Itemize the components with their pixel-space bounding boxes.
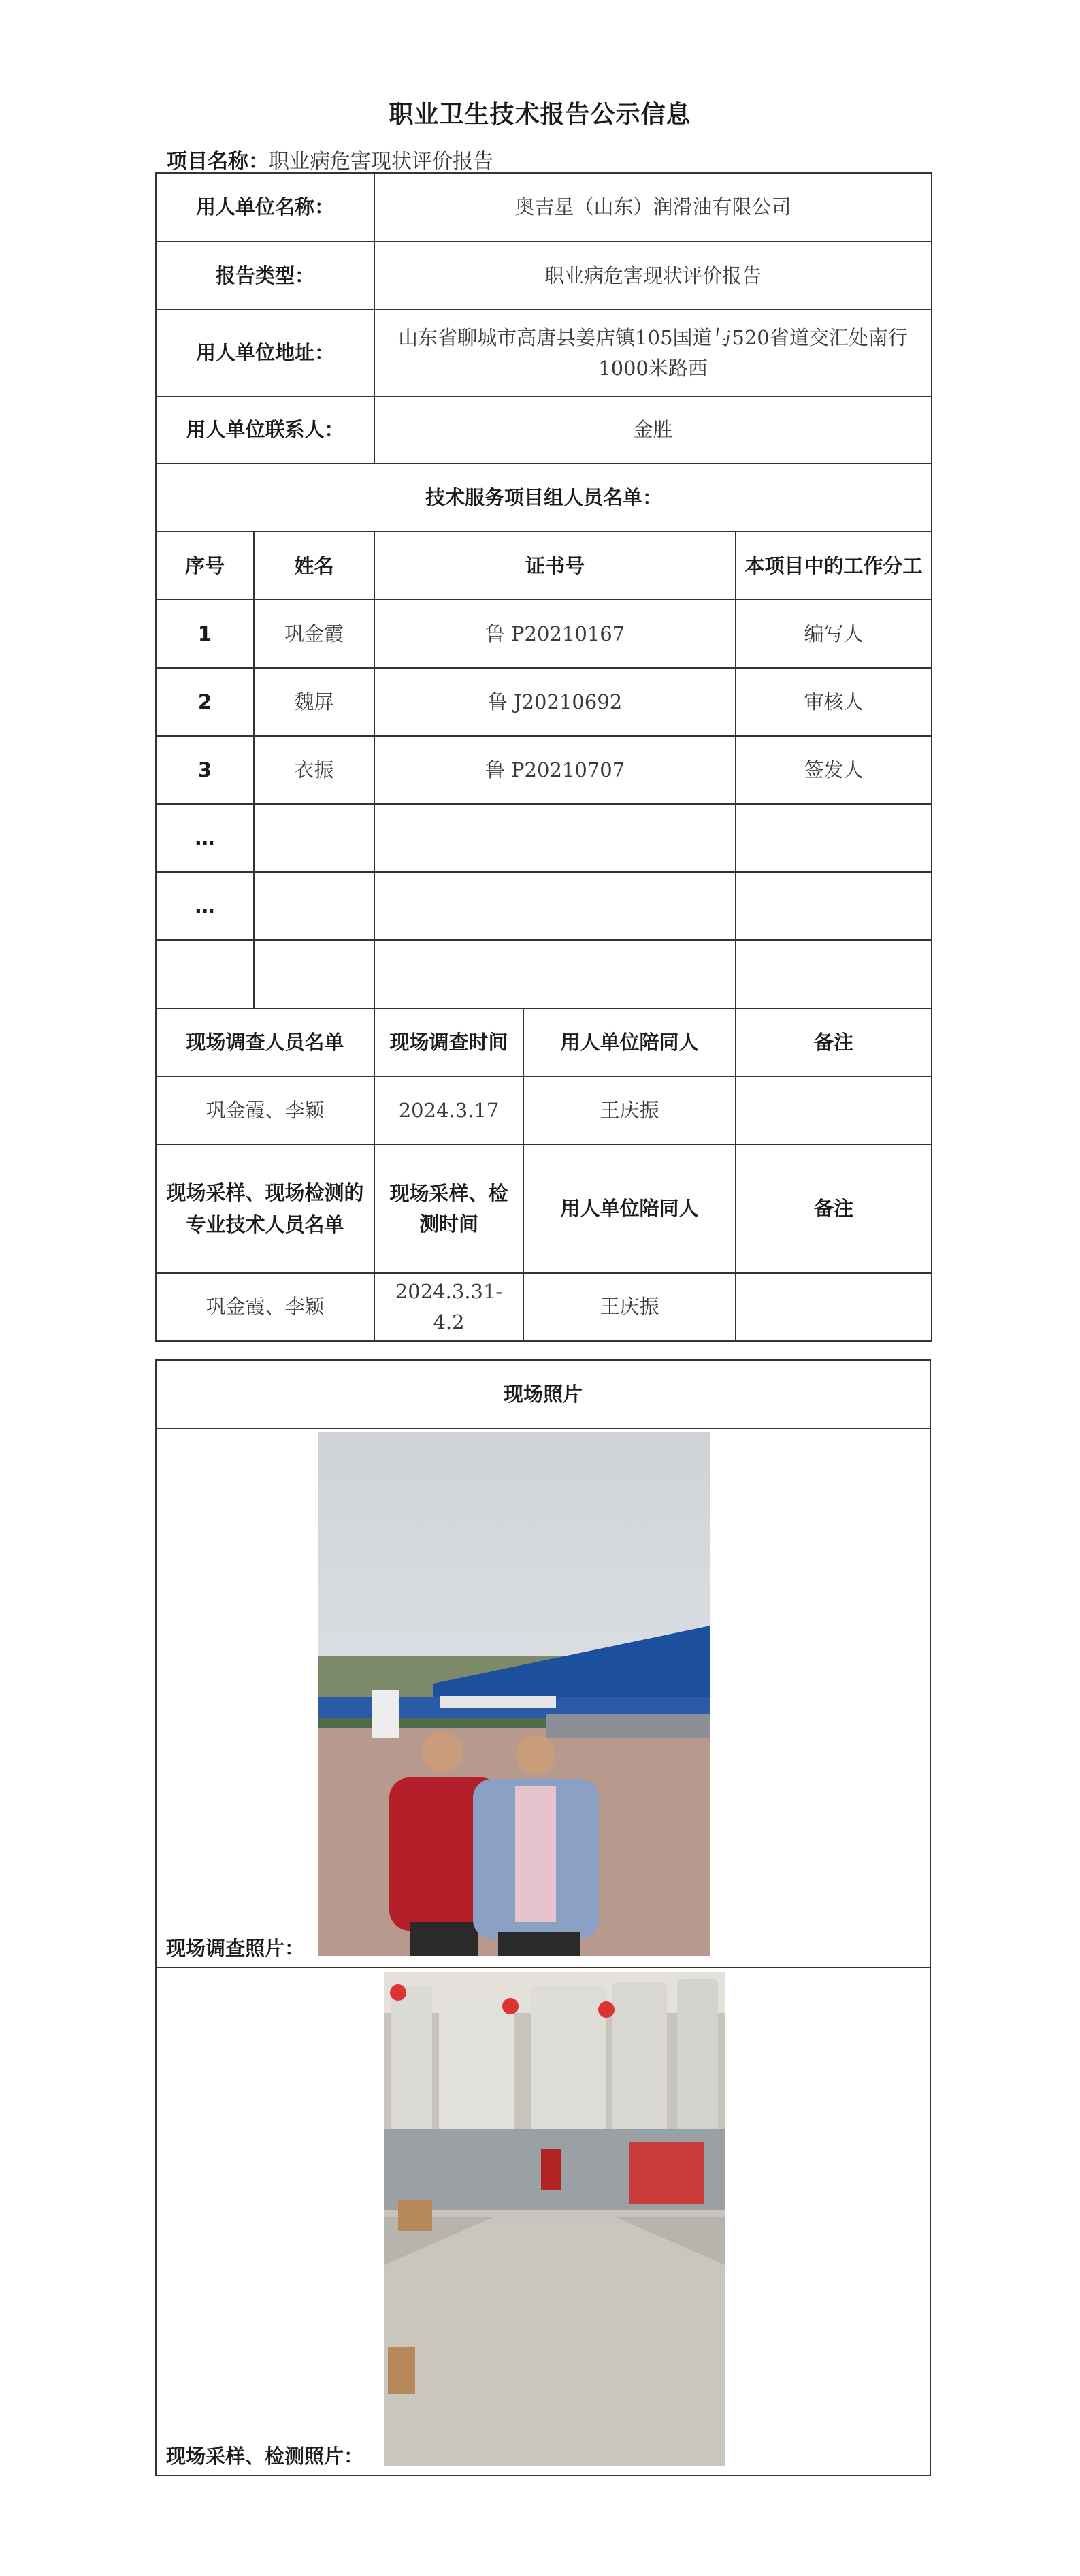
info-table <box>155 172 932 1342</box>
team-role: 编写人 <box>736 600 932 668</box>
team-role: 审核人 <box>736 668 932 736</box>
team-cert: 鲁 P20210707 <box>374 736 736 804</box>
team-role <box>736 940 932 1008</box>
team-header-cert: 证书号 <box>374 532 736 600</box>
sampling-photo-caption: 现场采样、检测照片： <box>166 2445 364 2468</box>
team-no: … <box>156 804 254 872</box>
team-role <box>736 872 932 940</box>
team-name: 魏屏 <box>254 668 374 736</box>
table-row <box>156 804 932 872</box>
table-row <box>156 940 932 1008</box>
survey-header-staff: 现场调查人员名单 <box>156 1008 374 1076</box>
project-label: 项目名称： <box>167 150 269 174</box>
sampling-header-note: 备注 <box>736 1144 932 1273</box>
survey-staff: 巩金霞、李颖 <box>156 1076 374 1144</box>
survey-time: 2024.3.17 <box>374 1076 523 1144</box>
table-row <box>156 872 932 940</box>
team-cert: 鲁 P20210167 <box>374 600 736 668</box>
table-row <box>156 1273 932 1341</box>
contact-label: 用人单位联系人： <box>156 396 374 464</box>
team-no <box>156 940 254 1008</box>
team-name <box>254 872 374 940</box>
project-name-line <box>167 144 493 174</box>
unit-name-value: 奥吉星（山东）润滑油有限公司 <box>374 173 932 242</box>
sampling-note <box>736 1273 932 1341</box>
team-header-name: 姓名 <box>254 532 374 600</box>
address-value: 山东省聊城市高唐县姜店镇105国道与520省道交汇处南行1000米路西 <box>374 310 932 396</box>
survey-header-time: 现场调查时间 <box>374 1008 523 1076</box>
survey-photo-caption: 现场调查照片： <box>166 1937 305 1961</box>
sampling-header-time: 现场采样、检测时间 <box>374 1144 523 1273</box>
survey-escort: 王庆振 <box>523 1076 736 1144</box>
team-header-no: 序号 <box>156 532 254 600</box>
team-role <box>736 804 932 872</box>
table-row <box>156 600 932 668</box>
report-type-value: 职业病危害现状评价报告 <box>374 242 932 310</box>
team-cert <box>374 940 736 1008</box>
address-label: 用人单位地址： <box>156 310 374 396</box>
team-role: 签发人 <box>736 736 932 804</box>
table-row <box>156 736 932 804</box>
photos-heading: 现场照片 <box>156 1360 930 1428</box>
sampling-escort: 王庆振 <box>523 1273 736 1341</box>
table-row <box>156 1076 932 1144</box>
team-cert: 鲁 J20210692 <box>374 668 736 736</box>
sampling-time: 2024.3.31-4.2 <box>374 1273 523 1341</box>
team-name <box>254 940 374 1008</box>
page-title: 职业卫生技术报告公示信息 <box>389 101 691 129</box>
team-header-role: 本项目中的工作分工 <box>736 532 932 600</box>
team-cert <box>374 804 736 872</box>
project-name: 职业病危害现状评价报告 <box>269 150 493 174</box>
unit-name-label: 用人单位名称： <box>156 173 374 242</box>
sampling-photo-cell <box>156 1967 930 2475</box>
table-row <box>156 668 932 736</box>
survey-photo-cell <box>156 1428 930 1967</box>
survey-header-escort: 用人单位陪同人 <box>523 1008 736 1076</box>
contact-value: 金胜 <box>374 396 932 464</box>
sampling-photo <box>384 1972 725 2466</box>
team-no: … <box>156 872 254 940</box>
survey-photo <box>318 1432 710 1956</box>
team-no: 1 <box>156 600 254 668</box>
sampling-header-staff: 现场采样、现场检测的专业技术人员名单 <box>156 1144 374 1273</box>
sampling-staff: 巩金霞、李颖 <box>156 1273 374 1341</box>
survey-note <box>736 1076 932 1144</box>
team-cert <box>374 872 736 940</box>
sampling-header-escort: 用人单位陪同人 <box>523 1144 736 1273</box>
report-type-label: 报告类型： <box>156 242 374 310</box>
team-name: 衣振 <box>254 736 374 804</box>
survey-header-note: 备注 <box>736 1008 932 1076</box>
team-name: 巩金霞 <box>254 600 374 668</box>
team-heading: 技术服务项目组人员名单： <box>156 464 932 532</box>
team-no: 3 <box>156 736 254 804</box>
photo-table <box>155 1359 931 2476</box>
team-name <box>254 804 374 872</box>
team-no: 2 <box>156 668 254 736</box>
